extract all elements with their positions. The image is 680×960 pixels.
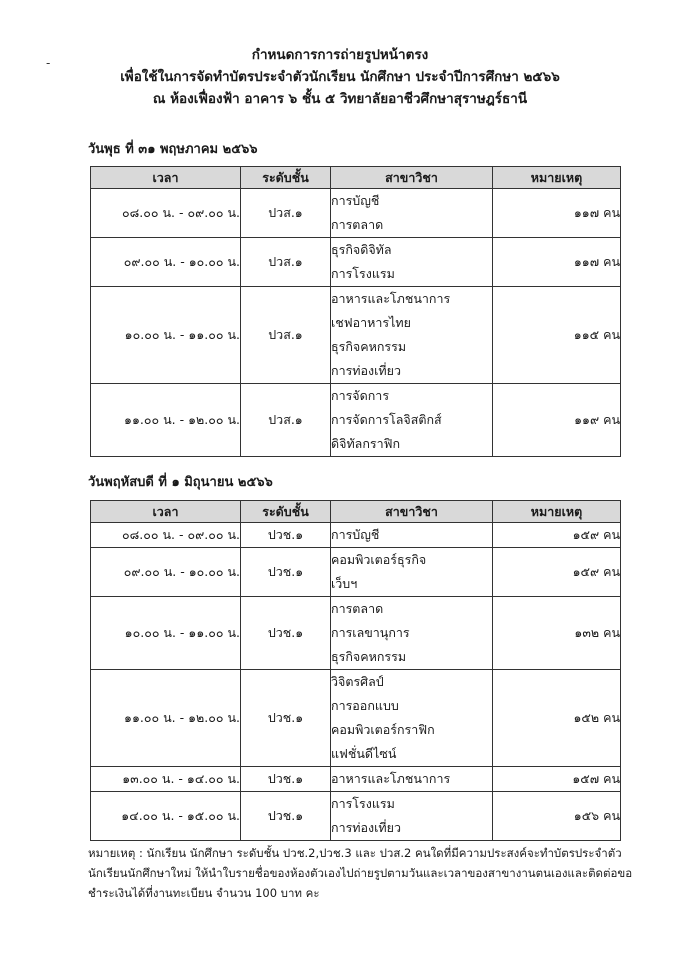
time-cell: ๑๑.๐๐ น. - ๑๒.๐๐ น. <box>91 670 241 767</box>
header-subtitle: เพื่อใช้ในการจัดทำบัตรประจำตัวนักเรียน นักศึกษา ประจำปีการศึกษา ๒๕๖๖ <box>120 69 560 85</box>
note-cell: ๑๕๗ คน <box>493 767 621 792</box>
time-cell: ๑๑.๐๐ น. - ๑๒.๐๐ น. <box>91 384 241 457</box>
remark-line: ชำระเงินได้ที่งานทะเบียน จำนวน 100 บาท คะ <box>88 886 320 900</box>
level-cell: ปวช.๑ <box>241 767 331 792</box>
table-row <box>91 189 621 238</box>
major-name: ธุรกิจคหกรรม <box>331 339 407 354</box>
major-cell <box>331 189 493 238</box>
table-row <box>91 238 621 287</box>
major-cell <box>331 548 493 597</box>
time-cell: ๑๐.๐๐ น. - ๑๑.๐๐ น. <box>91 597 241 670</box>
remark-note <box>88 843 633 903</box>
day1-schedule-table <box>90 166 621 457</box>
table-header-row <box>91 501 621 523</box>
table-row <box>91 597 621 670</box>
table-row <box>91 523 621 548</box>
level-cell: ปวช.๑ <box>241 548 331 597</box>
level-cell: ปวส.๑ <box>241 287 331 384</box>
time-cell: ๐๙.๐๐ น. - ๑๐.๐๐ น. <box>91 548 241 597</box>
level-cell: ปวช.๑ <box>241 670 331 767</box>
note-cell: ๑๑๕ คน <box>493 287 621 384</box>
major-cell <box>331 767 493 792</box>
table-row <box>91 670 621 767</box>
note-cell: ๑๑๗ คน <box>493 238 621 287</box>
major-name: การท่องเที่ยว <box>331 820 402 835</box>
time-cell: ๑๐.๐๐ น. - ๑๑.๐๐ น. <box>91 287 241 384</box>
note-cell: ๑๕๖ คน <box>493 792 621 841</box>
major-cell <box>331 597 493 670</box>
major-cell <box>331 792 493 841</box>
level-cell: ปวส.๑ <box>241 238 331 287</box>
level-cell: ปวส.๑ <box>241 189 331 238</box>
note-cell: ๑๕๙ คน <box>493 548 621 597</box>
major-name: คอมพิวเตอร์ธุรกิจ <box>331 552 427 567</box>
remark-line: นักเรียนนักศึกษาใหม่ ให้นำใบรายชื่อของห้องตัวเองไปถ่ายรูปตามวันและเวลาของสาขางานตนเองและติดต่อขอ <box>88 866 633 880</box>
level-cell: ปวช.๑ <box>241 792 331 841</box>
note-cell: ๑๕๒ คน <box>493 670 621 767</box>
major-name: การบัญชี <box>331 193 380 208</box>
level-cell: ปวช.๑ <box>241 523 331 548</box>
level-cell: ปวช.๑ <box>241 597 331 670</box>
day2-title: วันพฤหัสบดี ที่ ๑ มิถุนายน ๒๕๖๖ <box>88 475 273 490</box>
major-name: แฟชั่นดีไซน์ <box>331 746 397 761</box>
note-cell: ๑๕๙ คน <box>493 523 621 548</box>
column-header-note: หมายเหตุ <box>493 501 621 523</box>
time-cell: ๐๘.๐๐ น. - ๐๙.๐๐ น. <box>91 523 241 548</box>
major-cell <box>331 384 493 457</box>
major-cell <box>331 238 493 287</box>
table-row <box>91 287 621 384</box>
column-header-time: เวลา <box>91 501 241 523</box>
table-row <box>91 792 621 841</box>
header-title: กำหนดการการถ่ายรูปหน้าตรง <box>251 47 429 63</box>
major-name: การจัดการโลจิสติกส์ <box>331 412 442 427</box>
note-cell: ๑๑๙ คน <box>493 384 621 457</box>
major-name: การตลาด <box>331 217 384 232</box>
day2-schedule-table <box>90 500 621 841</box>
column-header-level: ระดับชั้น <box>241 501 331 523</box>
table-row <box>91 384 621 457</box>
header-location: ณ ห้องเฟื่องฟ้า อาคาร ๖ ชั้น ๕ วิทยาลัยอาชีวศึกษาสุราษฎร์ธานี <box>152 91 528 107</box>
major-name: การโรงแรม <box>331 796 395 811</box>
column-header-time: เวลา <box>91 167 241 189</box>
major-name: ธุรกิจคหกรรม <box>331 649 407 664</box>
table-header-row <box>91 167 621 189</box>
column-header-note: หมายเหตุ <box>493 167 621 189</box>
major-name: การโรงแรม <box>331 266 395 281</box>
note-cell: ๑๑๗ คน <box>493 189 621 238</box>
major-name: เว็บฯ <box>331 576 358 591</box>
major-cell <box>331 287 493 384</box>
time-cell: ๑๓.๐๐ น. - ๑๔.๐๐ น. <box>91 767 241 792</box>
major-name: การเลขานุการ <box>331 625 410 640</box>
column-header-major: สาขาวิชา <box>331 501 493 523</box>
major-cell <box>331 670 493 767</box>
major-name: เชฟอาหารไทย <box>331 315 411 330</box>
major-name: คอมพิวเตอร์กราฟิก <box>331 722 435 737</box>
day1-title: วันพุธ ที่ ๓๑ พฤษภาคม ๒๕๖๖ <box>88 142 258 157</box>
major-name: การตลาด <box>331 601 384 616</box>
note-cell: ๑๓๒ คน <box>493 597 621 670</box>
time-cell: ๐๙.๐๐ น. - ๑๐.๐๐ น. <box>91 238 241 287</box>
column-header-major: สาขาวิชา <box>331 167 493 189</box>
time-cell: ๐๘.๐๐ น. - ๐๙.๐๐ น. <box>91 189 241 238</box>
table-row <box>91 767 621 792</box>
major-name: การออกแบบ <box>331 698 399 713</box>
major-name: ธุรกิจดิจิทัล <box>331 242 392 257</box>
major-cell <box>331 523 493 548</box>
major-name: ดิจิทัลกราฟิก <box>331 436 401 451</box>
major-name: การท่องเที่ยว <box>331 363 402 378</box>
column-header-level: ระดับชั้น <box>241 167 331 189</box>
major-name: อาหารและโภชนาการ <box>331 291 451 306</box>
major-name: อาหารและโภชนาการ <box>331 771 451 786</box>
time-cell: ๑๔.๐๐ น. - ๑๕.๐๐ น. <box>91 792 241 841</box>
stray-mark: - <box>46 56 51 70</box>
table-row <box>91 548 621 597</box>
major-name: การจัดการ <box>331 388 390 403</box>
level-cell: ปวส.๑ <box>241 384 331 457</box>
remark-line: หมายเหตุ : นักเรียน นักศึกษา ระดับชั้น ปวช.2,ปวช.3 และ ปวส.2 คนใดที่มีความประสงค์จะทำบัตรประจำตัว <box>88 846 622 860</box>
major-name: วิจิตรศิลป์ <box>331 674 384 689</box>
major-name: การบัญชี <box>331 527 380 542</box>
document-header <box>0 44 680 110</box>
